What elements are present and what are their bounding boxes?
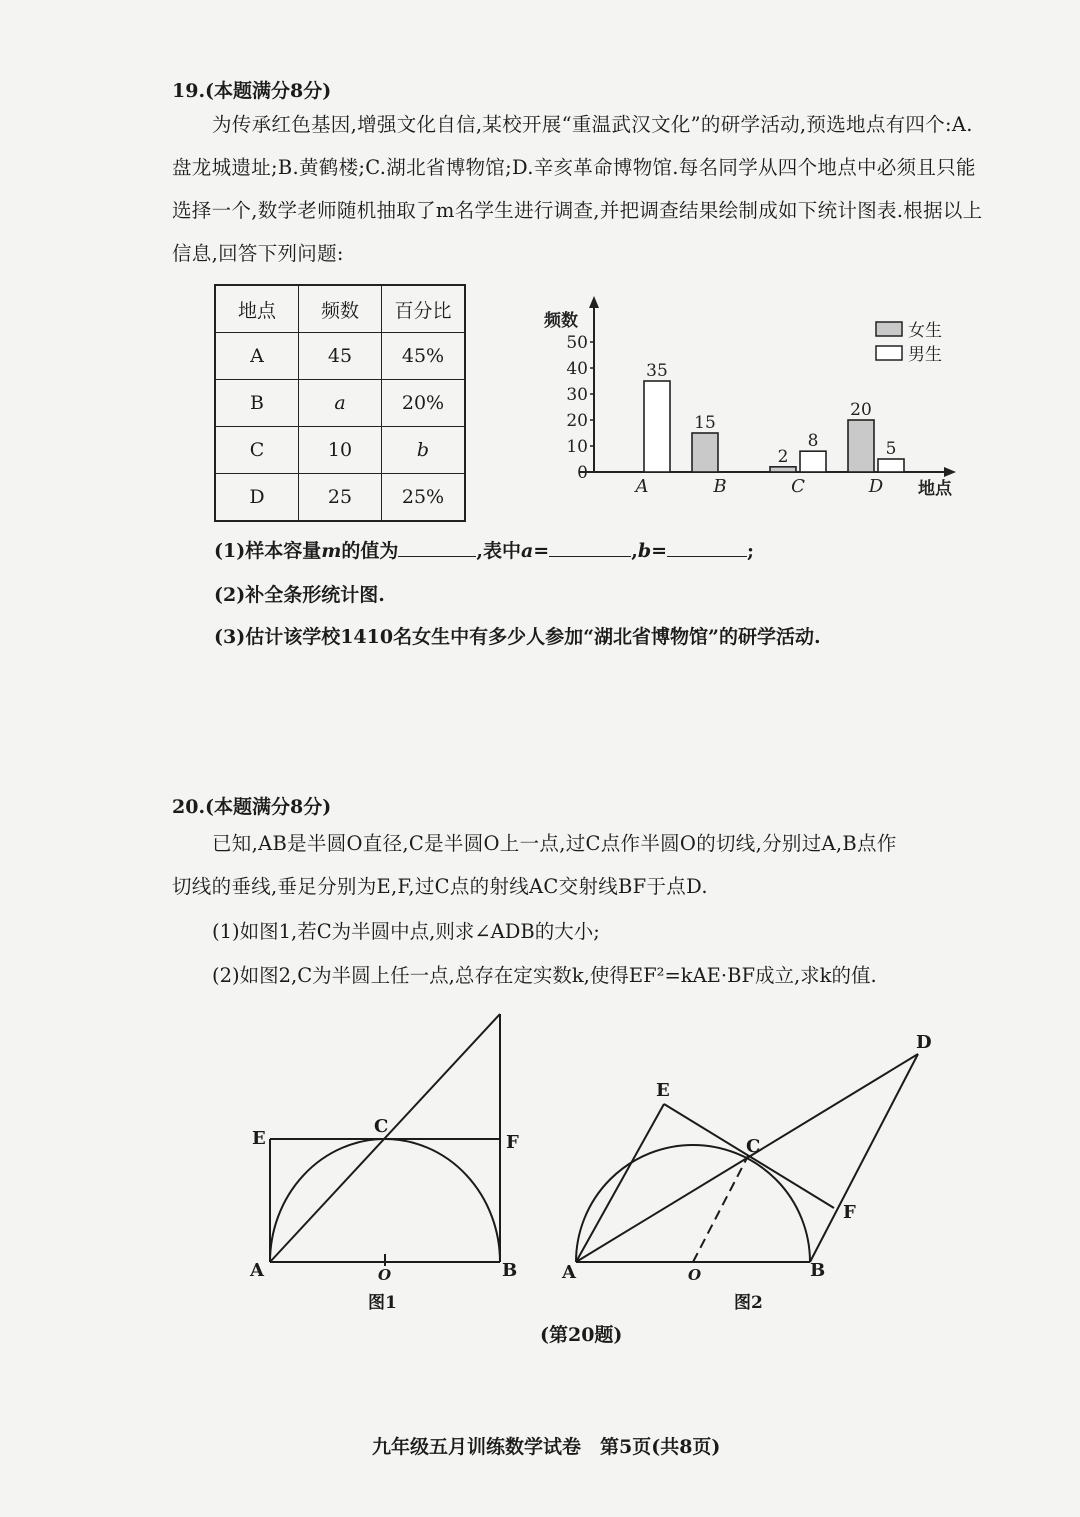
figure-2 [560, 1028, 940, 1288]
bar-value-label: 35 [646, 361, 668, 381]
answer-blank-m[interactable] [398, 538, 476, 557]
table-header-row [215, 285, 465, 333]
label-O: O [688, 1266, 702, 1284]
q20-heading: 20.(本题满分8分) [172, 796, 332, 818]
q20-figure-caption: (第20题) [540, 1324, 623, 1346]
answer-blank-a[interactable] [549, 538, 631, 557]
q19-frequency-table [214, 284, 466, 522]
table-cell: 45% [382, 333, 466, 380]
q20-sub2: (2)如图2,C为半圆上任一点,总存在定实数k,使得EF²=kAE·BF成立,求k的值. [212, 964, 877, 987]
table-cell: 25% [382, 474, 466, 522]
chart-ylabel: 频数 [544, 311, 578, 331]
label-O: O [378, 1266, 392, 1284]
sub1-var-m: m [321, 540, 342, 562]
q19-sub3: (3)估计该学校1410名女生中有多少人参加“湖北省博物馆”的研学活动. [214, 626, 821, 648]
legend-swatch-female [876, 322, 902, 336]
table-cell: D [215, 474, 299, 522]
table-row [215, 333, 465, 380]
label-C: C [746, 1136, 761, 1157]
bar-value-label: 15 [694, 413, 716, 433]
semicircle-O [576, 1145, 810, 1262]
figure-2-caption: 图2 [734, 1293, 763, 1313]
table-header-cell: 百分比 [382, 285, 466, 333]
y-tick-label: 30 [566, 385, 588, 405]
table-cell: 20% [382, 380, 466, 427]
table-row [215, 427, 465, 474]
label-E: E [252, 1128, 266, 1149]
label-F: F [506, 1132, 519, 1153]
label-A: A [562, 1262, 576, 1283]
table-header-cell: 地点 [215, 285, 299, 333]
table-cell: a [299, 380, 382, 427]
bar-A-male [644, 381, 670, 472]
sub1-text-a: (1)样本容量 [214, 540, 322, 562]
segment-OC-dashed [693, 1156, 748, 1262]
table-cell: 10 [299, 427, 382, 474]
bar-value-label: 2 [777, 446, 789, 467]
table-cell: 25 [299, 474, 382, 522]
answer-blank-b[interactable] [667, 538, 747, 557]
sub1-text-c: ,表中 [476, 540, 521, 562]
q19-bar-chart [530, 290, 970, 510]
q19-sub2: (2)补全条形统计图. [214, 584, 385, 606]
x-tick-label-A: A [635, 476, 649, 497]
sub1-var-b: b [637, 540, 652, 562]
q20-stem-line2: 切线的垂线,垂足分别为E,F,过C点的射线AC交射线BF于点D. [172, 875, 708, 898]
table-cell: B [215, 380, 299, 427]
q19-stem: 为传承红色基因,增强文化自信,某校开展“重温武汉文化”的研学活动,预选地点有四个:A.盘龙城遗址;B.黄鹤楼;C.湖北省博物馆;D.辛亥革命博物馆.每名同学从四个地点中必须且只能选择一个,数学老师随机抽取了m名学生进行调查,并把调查结果绘制成如下统计图表.根据以上信息,回答下列问题: [172, 113, 983, 265]
page-footer: 九年级五月训练数学试卷 第5页(共8页) [372, 1436, 721, 1458]
table-header-cell: 频数 [299, 285, 382, 333]
label-D: D [916, 1032, 932, 1053]
sub1-eq1: = [533, 540, 550, 562]
bar-B-female [692, 433, 718, 472]
table-cell: b [382, 427, 466, 474]
sub1-text-b: 的值为 [341, 540, 399, 562]
segment-BD [810, 1054, 918, 1262]
legend-label-female: 女生 [908, 321, 942, 341]
x-tick-label-D: D [868, 476, 884, 497]
semicircle-O [270, 1139, 500, 1262]
label-A: A [250, 1260, 264, 1281]
table-cell: 45 [299, 333, 382, 380]
q20-stem-line1: 已知,AB是半圆O直径,C是半圆O上一点,过C点作半圆O的切线,分别过A,B点作 [212, 832, 897, 855]
label-E: E [656, 1080, 670, 1101]
sub1-end: ; [747, 540, 755, 562]
sub1-var-a: a [520, 540, 534, 562]
bar-value-label: 20 [850, 400, 872, 420]
y-axis-arrow [589, 296, 599, 308]
table-row [215, 380, 465, 427]
sub1-eq2: = [651, 540, 668, 562]
y-tick-label: 20 [566, 411, 588, 431]
figure-1-caption: 图1 [368, 1293, 397, 1313]
chart-xlabel: 地点 [918, 479, 952, 499]
segment-AE [576, 1104, 664, 1262]
bar-C-male [800, 451, 826, 472]
q20-sub1: (1)如图1,若C为半圆中点,则求∠ADB的大小; [212, 920, 600, 943]
x-tick-label-C: C [791, 476, 805, 497]
table-row [215, 474, 465, 522]
bar-C-female [770, 467, 796, 472]
q19-sub1 [214, 536, 754, 563]
y-tick-label: 50 [566, 333, 588, 353]
table-cell: A [215, 333, 299, 380]
label-B: B [502, 1260, 518, 1281]
sub1-sep: , [631, 540, 638, 562]
bar-value-label: 8 [807, 431, 819, 452]
bar-D-female [848, 420, 874, 472]
q19-heading: 19.(本题满分8分) [172, 80, 332, 102]
label-C: C [374, 1116, 389, 1137]
bar-value-label: 5 [885, 439, 897, 459]
label-B: B [810, 1260, 826, 1281]
x-axis-arrow [944, 467, 956, 477]
bar-D-male [878, 459, 904, 472]
x-tick-label-B: B [713, 476, 727, 497]
legend-swatch-male [876, 346, 902, 360]
table-cell: C [215, 427, 299, 474]
legend-label-male: 男生 [908, 345, 942, 365]
figure-1 [240, 1008, 540, 1308]
y-tick-label: 0 [577, 463, 588, 483]
y-tick-label: 10 [566, 437, 588, 457]
label-F: F [843, 1202, 856, 1223]
y-tick-label: 40 [566, 359, 588, 379]
